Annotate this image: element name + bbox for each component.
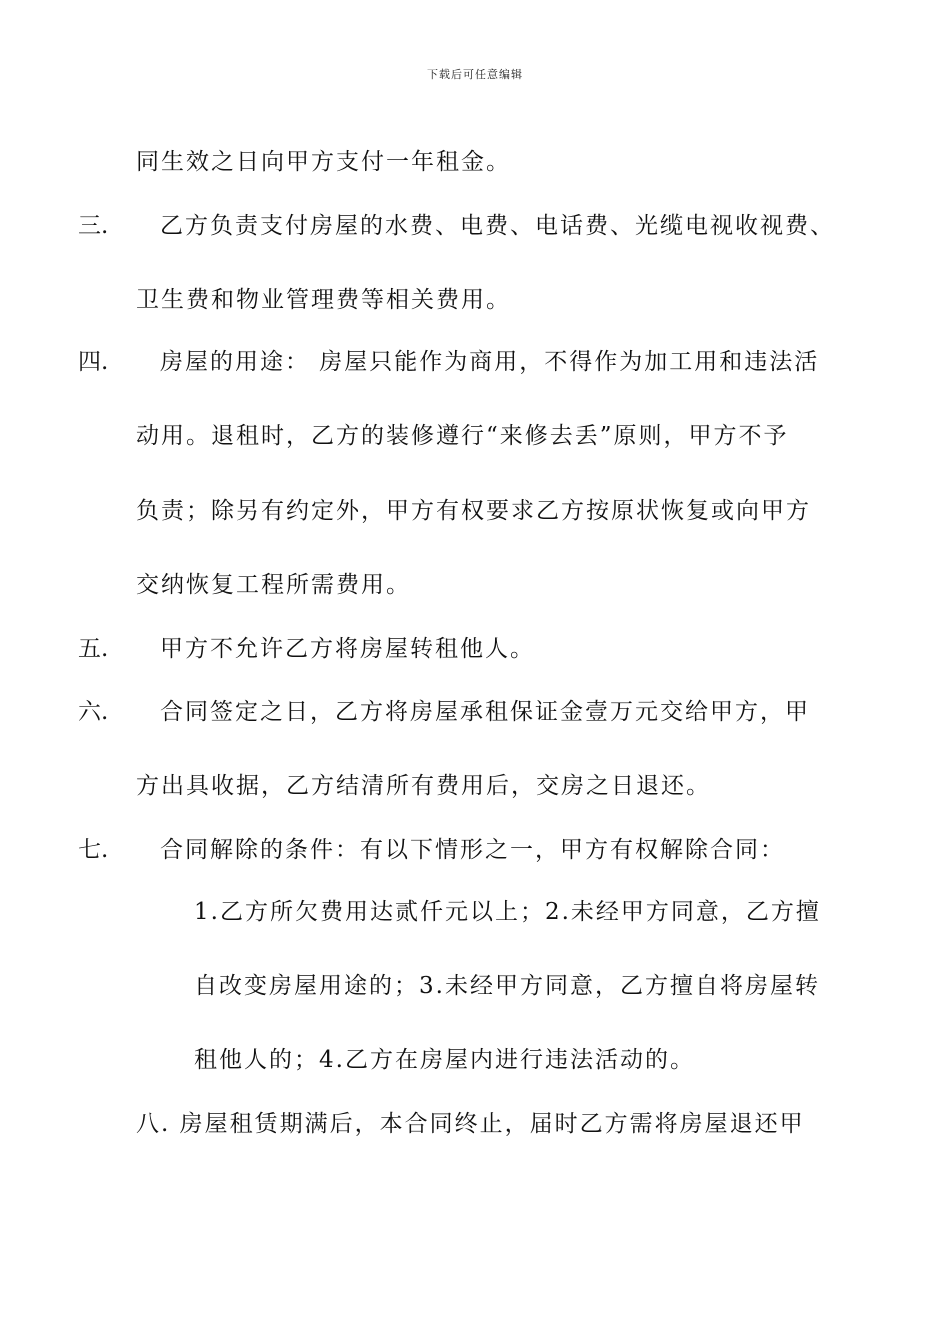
page-header: 下载后可任意编辑: [427, 68, 523, 81]
clause-7-line: 合同解除的条件：有以下情形之一，甲方有权解除合同：: [160, 837, 785, 863]
paragraph-line: 同生效之日向甲方支付一年租金。: [136, 149, 511, 175]
clause-6-line: 方出具收据，乙方结清所有费用后，交房之日退还。: [136, 773, 711, 799]
clause-4-line: 房屋的用途： 房屋只能作为商用，不得作为加工用和违法活: [160, 349, 820, 375]
clause-4-line: 交纳恢复工程所需费用。: [136, 572, 411, 598]
clause-7-subitem-line: 租他人的；4.乙方在房屋内进行违法活动的。: [194, 1047, 695, 1073]
clause-6-line: 合同签定之日，乙方将房屋承租保证金壹万元交给甲方，甲: [160, 699, 810, 725]
clause-4-line: 负责；除另有约定外，甲方有权要求乙方按原状恢复或向甲方: [136, 498, 811, 524]
clause-number-4: 四.: [78, 349, 109, 375]
clause-number-6: 六.: [78, 699, 109, 725]
clause-3-line: 乙方负责支付房屋的水费、电费、电话费、光缆电视收视费、: [160, 213, 835, 239]
clause-number-5: 五.: [78, 636, 109, 662]
clause-number-7: 七.: [78, 837, 109, 863]
clause-number-3: 三.: [78, 213, 109, 239]
clause-7-subitem-line: 自改变房屋用途的；3.未经甲方同意，乙方擅自将房屋转: [194, 973, 820, 999]
clause-3-line: 卫生费和物业管理费等相关费用。: [136, 287, 511, 313]
clause-4-line: 动用。退租时，乙方的装修遵行“来修去丢”原则，甲方不予: [136, 423, 789, 449]
clause-5-line: 甲方不允许乙方将房屋转租他人。: [160, 636, 535, 662]
clause-8-line: 八. 房屋租赁期满后，本合同终止，届时乙方需将房屋退还甲: [136, 1111, 805, 1137]
clause-7-subitem-line: 1.乙方所欠费用达贰仟元以上；2.未经甲方同意，乙方擅: [194, 899, 821, 925]
